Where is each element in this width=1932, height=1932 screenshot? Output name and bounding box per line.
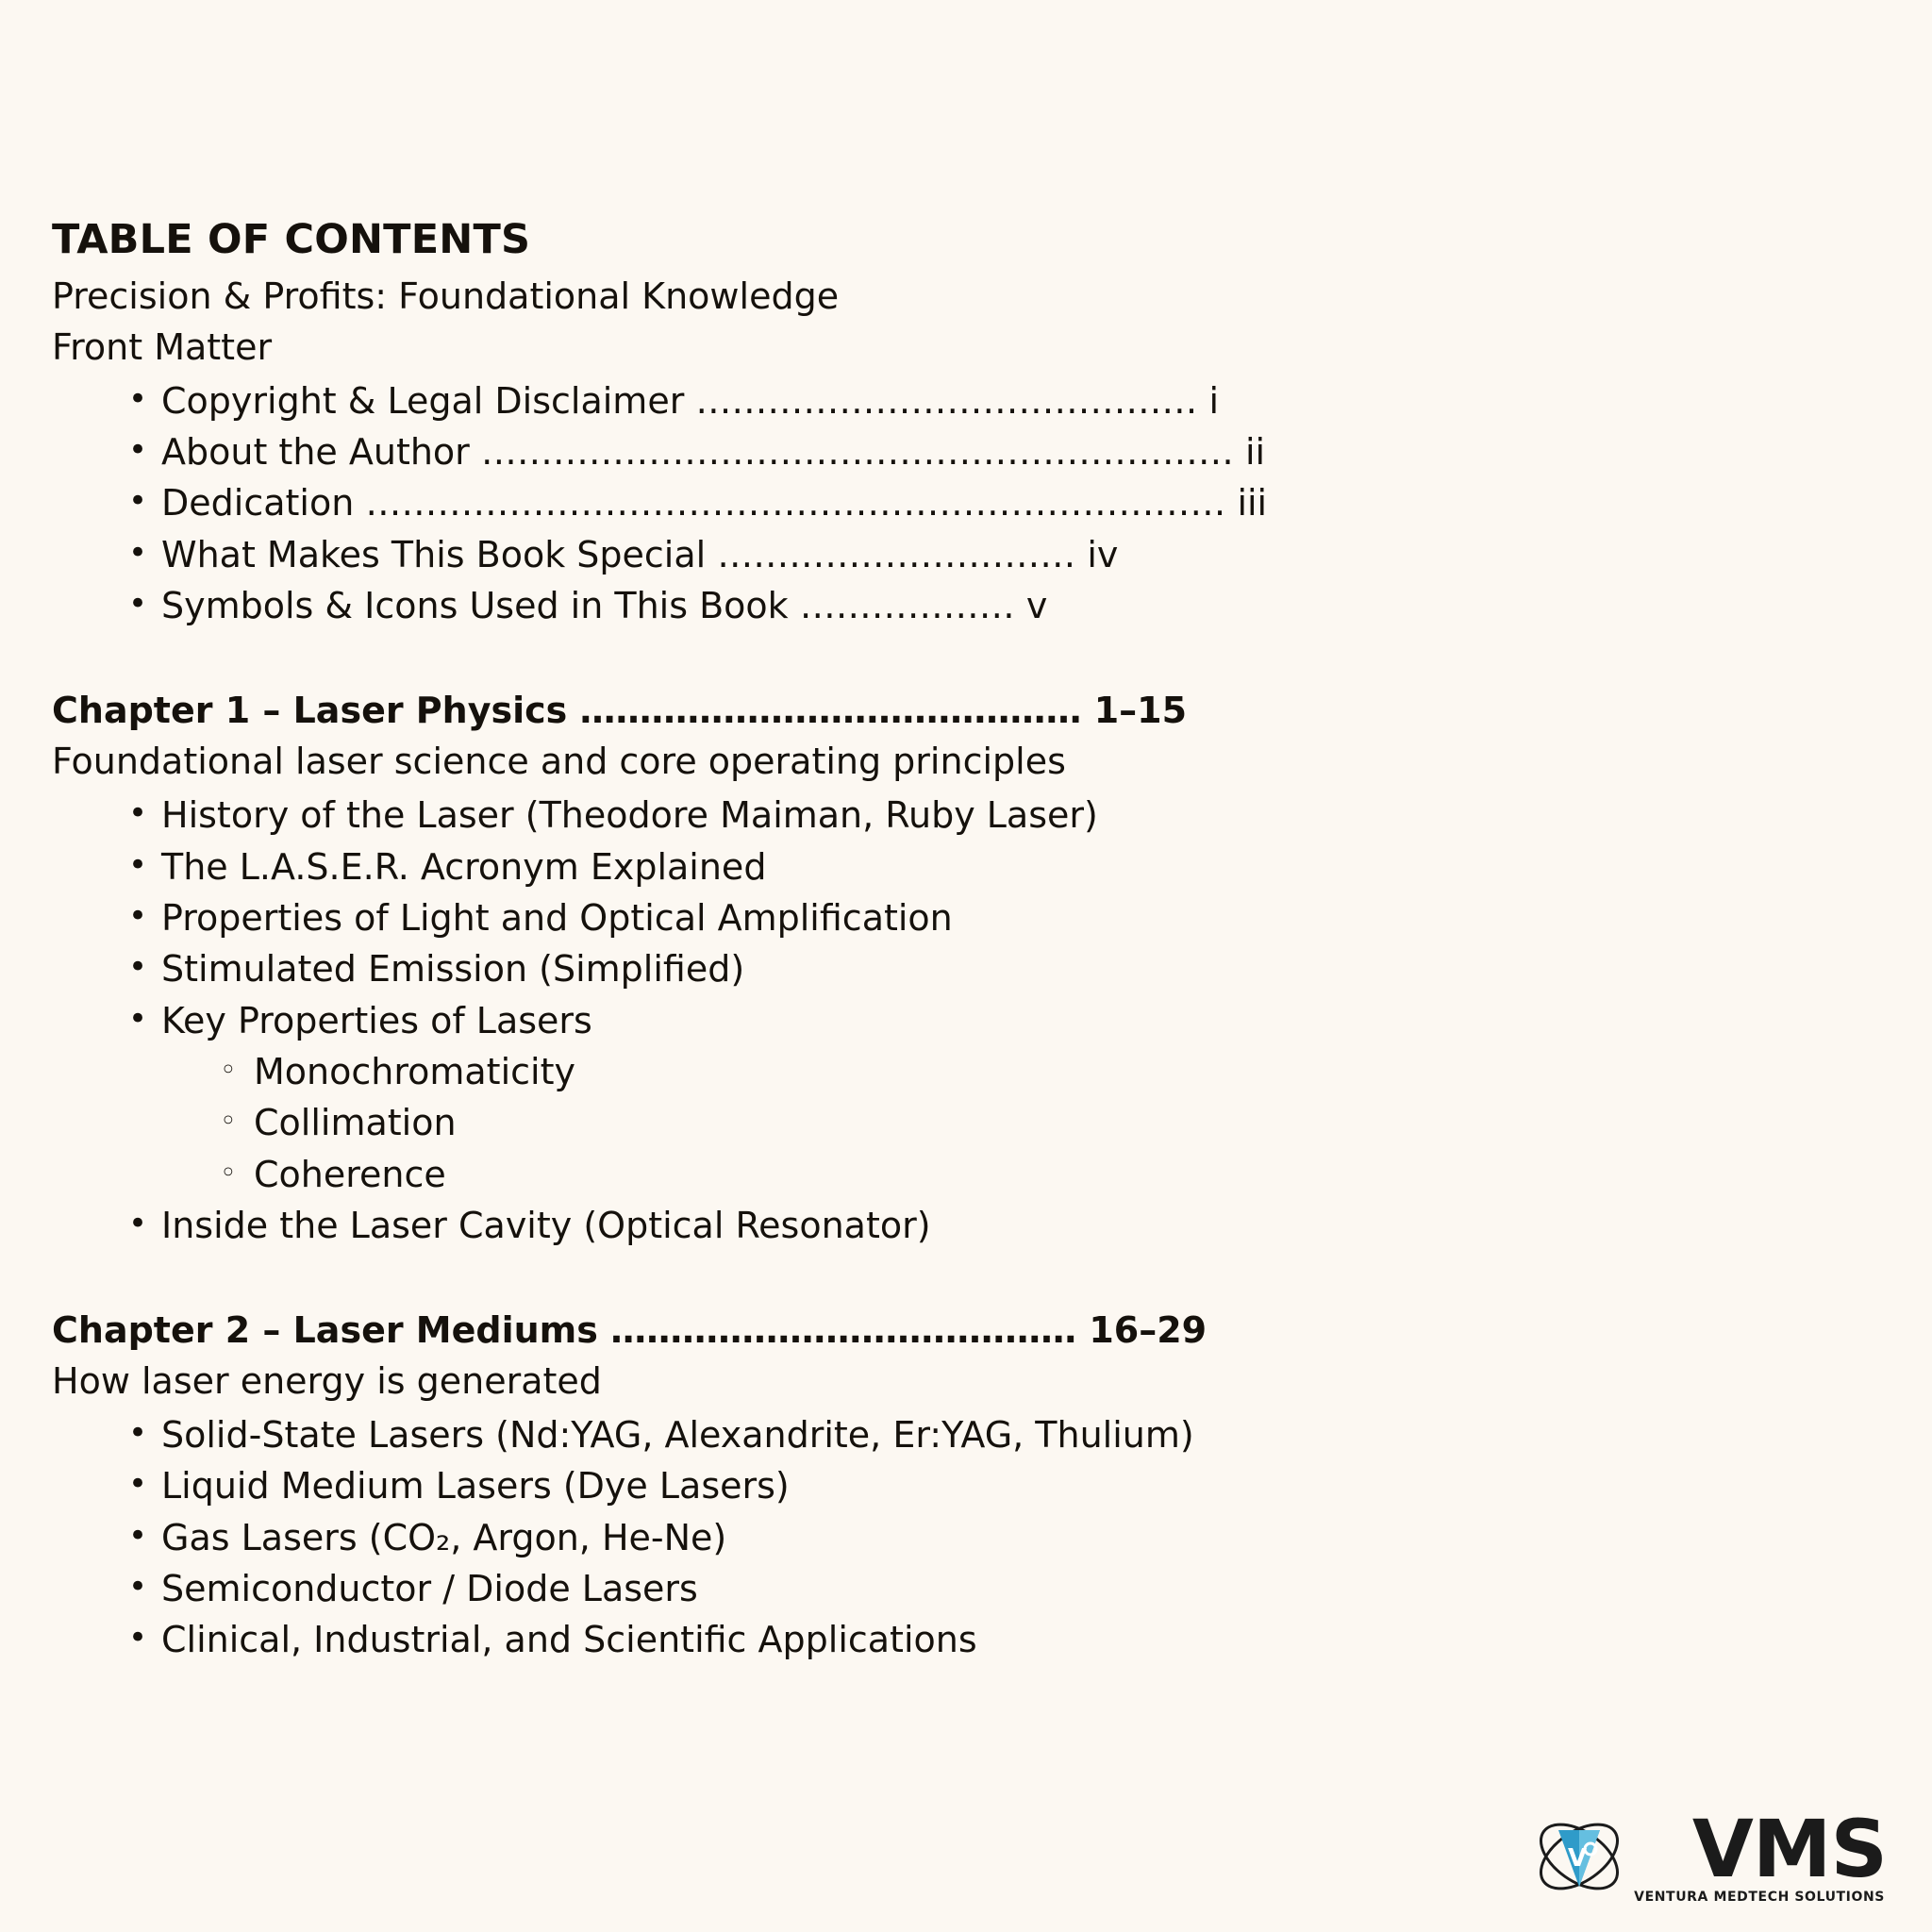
sub-list-item[interactable]: ◦ Coherence [220, 1149, 1819, 1200]
list-item-label: Gas Lasers (CO₂, Argon, He-Ne) [161, 1516, 727, 1558]
list-item[interactable] [125, 841, 1819, 892]
vms-atom-icon [1530, 1807, 1628, 1906]
chapter-1-heading[interactable]: Chapter 1 – Laser Physics …………………………………… 1–15 [52, 690, 1188, 732]
logo-wordmark-group [1634, 1803, 1887, 1905]
list-item[interactable] [125, 1460, 1819, 1511]
list-item[interactable]: • What Makes This Book Special ………………………… iv [125, 529, 1819, 580]
list-item-label: Stimulated Emission (Simplified) [161, 948, 745, 991]
list-item-label: Semiconductor / Diode Lasers [161, 1568, 698, 1610]
key-properties-sublist [161, 1046, 1819, 1200]
list-item[interactable]: • Dedication ……………………………………………………………… iii [125, 477, 1819, 528]
list-item[interactable] [125, 1200, 1819, 1251]
list-item-label: Key Properties of Lasers [161, 999, 592, 1041]
front-matter-label: Front Matter [52, 325, 273, 368]
list-item[interactable] [125, 790, 1819, 841]
chapter-1-description: Foundational laser science and core operating principles [52, 741, 1066, 783]
chapter-2-list [52, 1409, 1819, 1666]
logo-tagline: VENTURA MEDTECH SOLUTIONS [1634, 1890, 1885, 1905]
sub-list-item[interactable]: ◦ Monochromaticity [220, 1046, 1819, 1097]
svg-text:V: V [1568, 1844, 1588, 1873]
list-item[interactable]: • Symbols & Icons Used in This Book ……………… v [125, 580, 1819, 631]
list-item[interactable]: • Copyright & Legal Disclaimer …………………………………… i [125, 375, 1819, 426]
list-item-label: The L.A.S.E.R. Acronym Explained [161, 845, 767, 888]
list-item[interactable] [125, 1563, 1819, 1614]
list-item[interactable]: • About the Author ……………………………………………………… ii [125, 426, 1819, 477]
front-matter-list [52, 375, 1819, 632]
list-item-label: Clinical, Industrial, and Scientific Applications [161, 1619, 977, 1661]
list-item[interactable] [125, 1512, 1819, 1563]
list-item-label: Inside the Laser Cavity (Optical Resonator) [161, 1204, 931, 1246]
list-item[interactable] [125, 1614, 1819, 1665]
list-item[interactable] [125, 892, 1819, 943]
logo-wordmark: VMS [1691, 1803, 1887, 1895]
chapter-2-heading[interactable]: Chapter 2 – Laser Mediums ………………………………… 16–29 [52, 1309, 1208, 1352]
list-item-label: Solid-State Lasers (Nd:YAG, Alexandrite, Er:YAG, Thulium) [161, 1414, 1194, 1457]
list-item[interactable] [125, 1409, 1819, 1460]
list-item-label: History of the Laser (Theodore Maiman, Ruby Laser) [161, 794, 1098, 837]
list-item[interactable] [125, 995, 1819, 1200]
book-subtitle: Precision & Profits: Foundational Knowledge [52, 275, 840, 317]
chapter-2-description: How laser energy is generated [52, 1360, 602, 1403]
section-spacer [52, 1251, 1819, 1306]
list-item[interactable] [125, 943, 1819, 994]
brand-logo [1530, 1803, 1887, 1906]
page-title: TABLE OF CONTENTS [52, 216, 531, 263]
section-spacer [52, 631, 1819, 686]
sub-list-item[interactable]: ◦ Collimation [220, 1097, 1819, 1148]
list-item-label: Properties of Light and Optical Amplification [161, 896, 953, 939]
list-item-label: Liquid Medium Lasers (Dye Lasers) [161, 1465, 790, 1507]
chapter-1-list [52, 790, 1819, 1251]
